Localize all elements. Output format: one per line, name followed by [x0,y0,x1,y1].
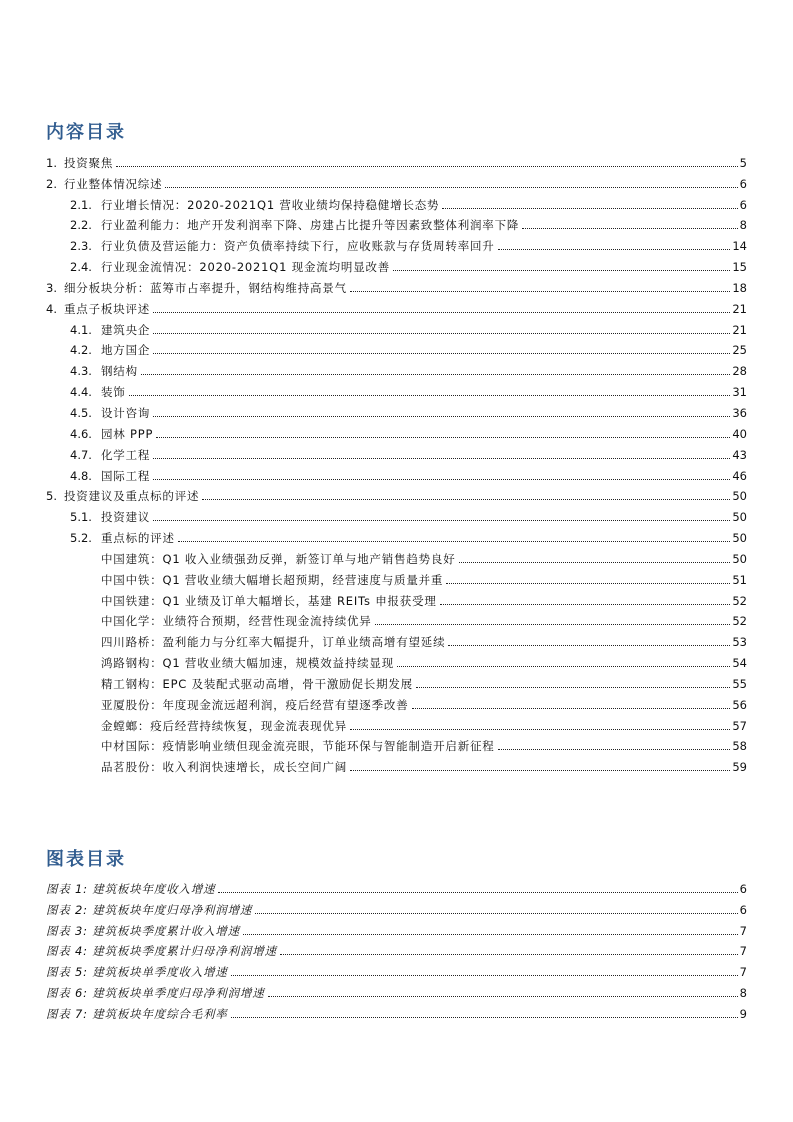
page-number[interactable]: 55 [732,676,747,691]
entry-title[interactable]: 精工钢构：EPC 及装配式驱动高增，骨干激励促长期发展 [101,676,413,691]
toc-entry[interactable] [46,733,747,754]
page-number[interactable]: 7 [739,944,747,959]
page-number[interactable]: 53 [732,635,747,650]
toc-entry[interactable] [46,587,747,608]
entry-number: 5.1. [70,510,92,525]
dot-leader [255,913,737,914]
toc-title: 内容目录 [46,122,126,143]
entry-title[interactable]: 中国建筑：Q1 收入业绩强劲反弹，新签订单与地产销售趋势良好 [101,551,456,566]
entry-number: 2.3. [70,239,92,254]
entry-title[interactable]: 金螳螂：疫后经营持续恢复，现金流表现优异 [101,718,347,733]
page-number[interactable]: 31 [732,385,747,400]
dot-leader [268,996,738,997]
dot-leader [498,749,731,750]
toc-entry[interactable] [46,316,747,337]
figure-list [46,875,747,1021]
toc-entry[interactable] [46,545,747,566]
entry-title[interactable]: 行业现金流情况：2020-2021Q1 现金流均明显改善 [101,260,391,275]
toc-entry[interactable] [46,670,747,691]
dot-leader [231,1017,738,1018]
dot-leader [459,562,731,563]
page-number[interactable]: 36 [732,405,747,420]
entry-title[interactable]: 图表 3: 建筑板块季度累计收入增速 [46,923,240,938]
dot-leader [446,583,730,584]
figure-entry[interactable] [46,979,747,1000]
page-number[interactable]: 50 [732,489,747,504]
page-number[interactable]: 58 [732,739,747,754]
toc-entry[interactable] [46,274,747,295]
entry-title[interactable]: 图表 2: 建筑板块年度归母净利润增速 [46,902,253,917]
dot-leader [153,416,730,417]
page-number[interactable]: 9 [739,1006,747,1021]
dot-leader [153,520,730,521]
page-number[interactable]: 8 [739,986,747,1001]
dot-leader [153,312,730,313]
dot-leader [156,437,730,438]
dot-leader [393,270,730,271]
dot-leader [202,499,730,500]
entry-title[interactable]: 图表 4: 建筑板块季度累计归母净利润增速 [46,944,277,959]
page-number[interactable]: 54 [732,656,747,671]
page-number[interactable]: 28 [732,364,747,379]
page-number[interactable]: 51 [732,572,747,587]
entry-title[interactable]: 钢结构 [101,364,138,379]
entry-number: 4.6. [70,426,92,441]
toc-entry[interactable] [46,608,747,629]
toc-entry[interactable] [46,212,747,233]
figure-entry[interactable] [46,1000,747,1021]
entry-title[interactable]: 亚厦股份：年度现金流远超利润，疫后经营有望逐季改善 [101,697,409,712]
dot-leader [375,624,731,625]
toc-entry[interactable] [46,357,747,378]
dot-leader [116,166,737,167]
page-number[interactable]: 6 [739,902,747,917]
dot-leader [231,975,738,976]
entry-title[interactable]: 投资建议 [101,510,151,525]
entry-title[interactable]: 设计咨询 [101,405,151,420]
entry-title[interactable]: 重点标的评述 [101,531,175,546]
table-of-contents [46,149,747,774]
dot-leader [350,770,730,771]
toc-entry[interactable] [46,503,747,524]
toc-entry[interactable] [46,170,747,191]
toc-entry[interactable] [46,628,747,649]
page-number[interactable]: 43 [732,447,747,462]
entry-title[interactable]: 投资聚焦 [64,155,114,170]
toc-entry[interactable] [46,191,747,212]
page-number[interactable]: 25 [732,343,747,358]
figure-entry[interactable] [46,958,747,979]
toc-entry[interactable] [46,753,747,774]
page-number[interactable]: 40 [732,426,747,441]
entry-title[interactable]: 中国中铁：Q1 营收业绩大幅增长超预期，经营速度与质量并重 [101,572,444,587]
dot-leader [280,954,738,955]
toc-entry[interactable] [46,691,747,712]
dot-leader [498,249,731,250]
dot-leader [397,666,730,667]
page-number[interactable]: 50 [732,551,747,566]
page-number[interactable]: 56 [732,697,747,712]
entry-number: 3. [46,280,57,295]
page-number[interactable]: 52 [732,614,747,629]
page-number[interactable]: 7 [739,965,747,980]
dot-leader [448,645,730,646]
toc-entry[interactable] [46,649,747,670]
dot-leader [129,395,731,396]
dot-leader [350,729,730,730]
page-number[interactable]: 14 [732,239,747,254]
dot-leader [178,541,731,542]
figure-entry[interactable] [46,875,747,896]
toc-entry[interactable] [46,232,747,253]
entry-title[interactable]: 投资建议及重点标的评述 [64,489,200,504]
entry-title[interactable]: 化学工程 [101,447,151,462]
page-number[interactable]: 5 [739,155,747,170]
page-number[interactable]: 57 [732,718,747,733]
page-number[interactable]: 52 [732,593,747,608]
entry-title[interactable]: 重点子板块评述 [64,301,151,316]
page-number[interactable]: 6 [739,197,747,212]
page-number[interactable]: 50 [732,510,747,525]
page-number[interactable]: 46 [732,468,747,483]
entry-number: 4.3. [70,364,92,379]
entry-number: 5. [46,489,57,504]
page-number[interactable]: 6 [739,881,747,896]
entry-title[interactable]: 中材国际：疫情影响业绩但现金流亮眼，节能环保与智能制造开启新征程 [101,739,495,754]
dot-leader [153,333,730,334]
dot-leader [153,479,730,480]
entry-title[interactable]: 建筑央企 [101,322,151,337]
toc-entry[interactable] [46,337,747,358]
page-number[interactable]: 6 [739,176,747,191]
entry-number: 4.8. [70,468,92,483]
figure-entry[interactable] [46,917,747,938]
entry-number: 4.2. [70,343,92,358]
entry-number: 2.2. [70,218,92,233]
entry-title[interactable]: 园林 PPP [101,426,154,441]
entry-number: 5.2. [70,531,92,546]
entry-number: 4.7. [70,447,92,462]
entry-number: 4.5. [70,405,92,420]
entry-number: 2. [46,176,57,191]
dot-leader [440,604,731,605]
entry-title[interactable]: 国际工程 [101,468,151,483]
page-number[interactable]: 59 [732,760,747,775]
dot-leader [522,228,737,229]
entry-title[interactable]: 行业盈利能力：地产开发利润率下降、房建占比提升等因素致整体利润率下降 [101,218,520,233]
dot-leader [153,353,730,354]
entry-title[interactable]: 中国铁建：Q1 业绩及订单大幅增长，基建 REITs 申报获受理 [101,593,437,608]
toc-entry[interactable] [46,566,747,587]
entry-title[interactable]: 图表 7: 建筑板块年度综合毛利率 [46,1006,228,1021]
entry-number: 4.4. [70,385,92,400]
dot-leader [141,374,730,375]
toc-entry[interactable] [46,399,747,420]
page-number[interactable]: 18 [732,280,747,295]
toc-entry[interactable] [46,524,747,545]
page-number[interactable]: 21 [732,301,747,316]
toc-entry[interactable] [46,149,747,170]
page-number[interactable]: 21 [732,322,747,337]
page-number[interactable]: 15 [732,260,747,275]
entry-number: 4. [46,301,57,316]
entry-title[interactable]: 图表 1: 建筑板块年度收入增速 [46,881,216,896]
figure-list-title: 图表目录 [46,849,126,870]
figure-entry[interactable] [46,896,747,917]
toc-entry[interactable] [46,420,747,441]
toc-entry[interactable] [46,295,747,316]
entry-number: 4.1. [70,322,92,337]
entry-title[interactable]: 鸿路钢构：Q1 营收业绩大幅加速，规模效益持续显现 [101,656,395,671]
dot-leader [165,187,737,188]
entry-title[interactable]: 地方国企 [101,343,151,358]
toc-entry[interactable] [46,462,747,483]
entry-number: 2.1. [70,197,92,212]
entry-title[interactable]: 行业负债及营运能力：资产负债率持续下行，应收账款与存货周转率回升 [101,239,495,254]
entry-title[interactable]: 行业整体情况综述 [64,176,163,191]
figure-entry[interactable] [46,938,747,959]
entry-title[interactable]: 行业增长情况：2020-2021Q1 营收业绩均保持稳健增长态势 [101,197,440,212]
entry-title[interactable]: 图表 5: 建筑板块单季度收入增速 [46,965,228,980]
entry-title[interactable]: 品茗股份：收入利润快速增长，成长空间广阔 [101,760,347,775]
dot-leader [153,458,730,459]
page-number[interactable]: 8 [739,218,747,233]
toc-entry[interactable] [46,378,747,399]
entry-title[interactable]: 图表 6: 建筑板块单季度归母净利润增速 [46,986,265,1001]
entry-title[interactable]: 中国化学：业绩符合预期，经营性现金流持续优异 [101,614,372,629]
dot-leader [243,934,738,935]
dot-leader [218,892,737,893]
toc-entry[interactable] [46,253,747,274]
dot-leader [350,291,730,292]
entry-title[interactable]: 四川路桥：盈利能力与分红率大幅提升，订单业绩高增有望延续 [101,635,446,650]
entry-number: 2.4. [70,260,92,275]
entry-number: 1. [46,155,57,170]
toc-entry[interactable] [46,483,747,504]
toc-entry[interactable] [46,441,747,462]
page-number[interactable]: 50 [732,531,747,546]
page-number[interactable]: 7 [739,923,747,938]
entry-title[interactable]: 细分板块分析：蓝筹市占率提升，钢结构维持高景气 [64,280,347,295]
entry-title[interactable]: 装饰 [101,385,126,400]
dot-leader [416,687,730,688]
toc-entry[interactable] [46,712,747,733]
dot-leader [412,708,731,709]
dot-leader [442,208,737,209]
